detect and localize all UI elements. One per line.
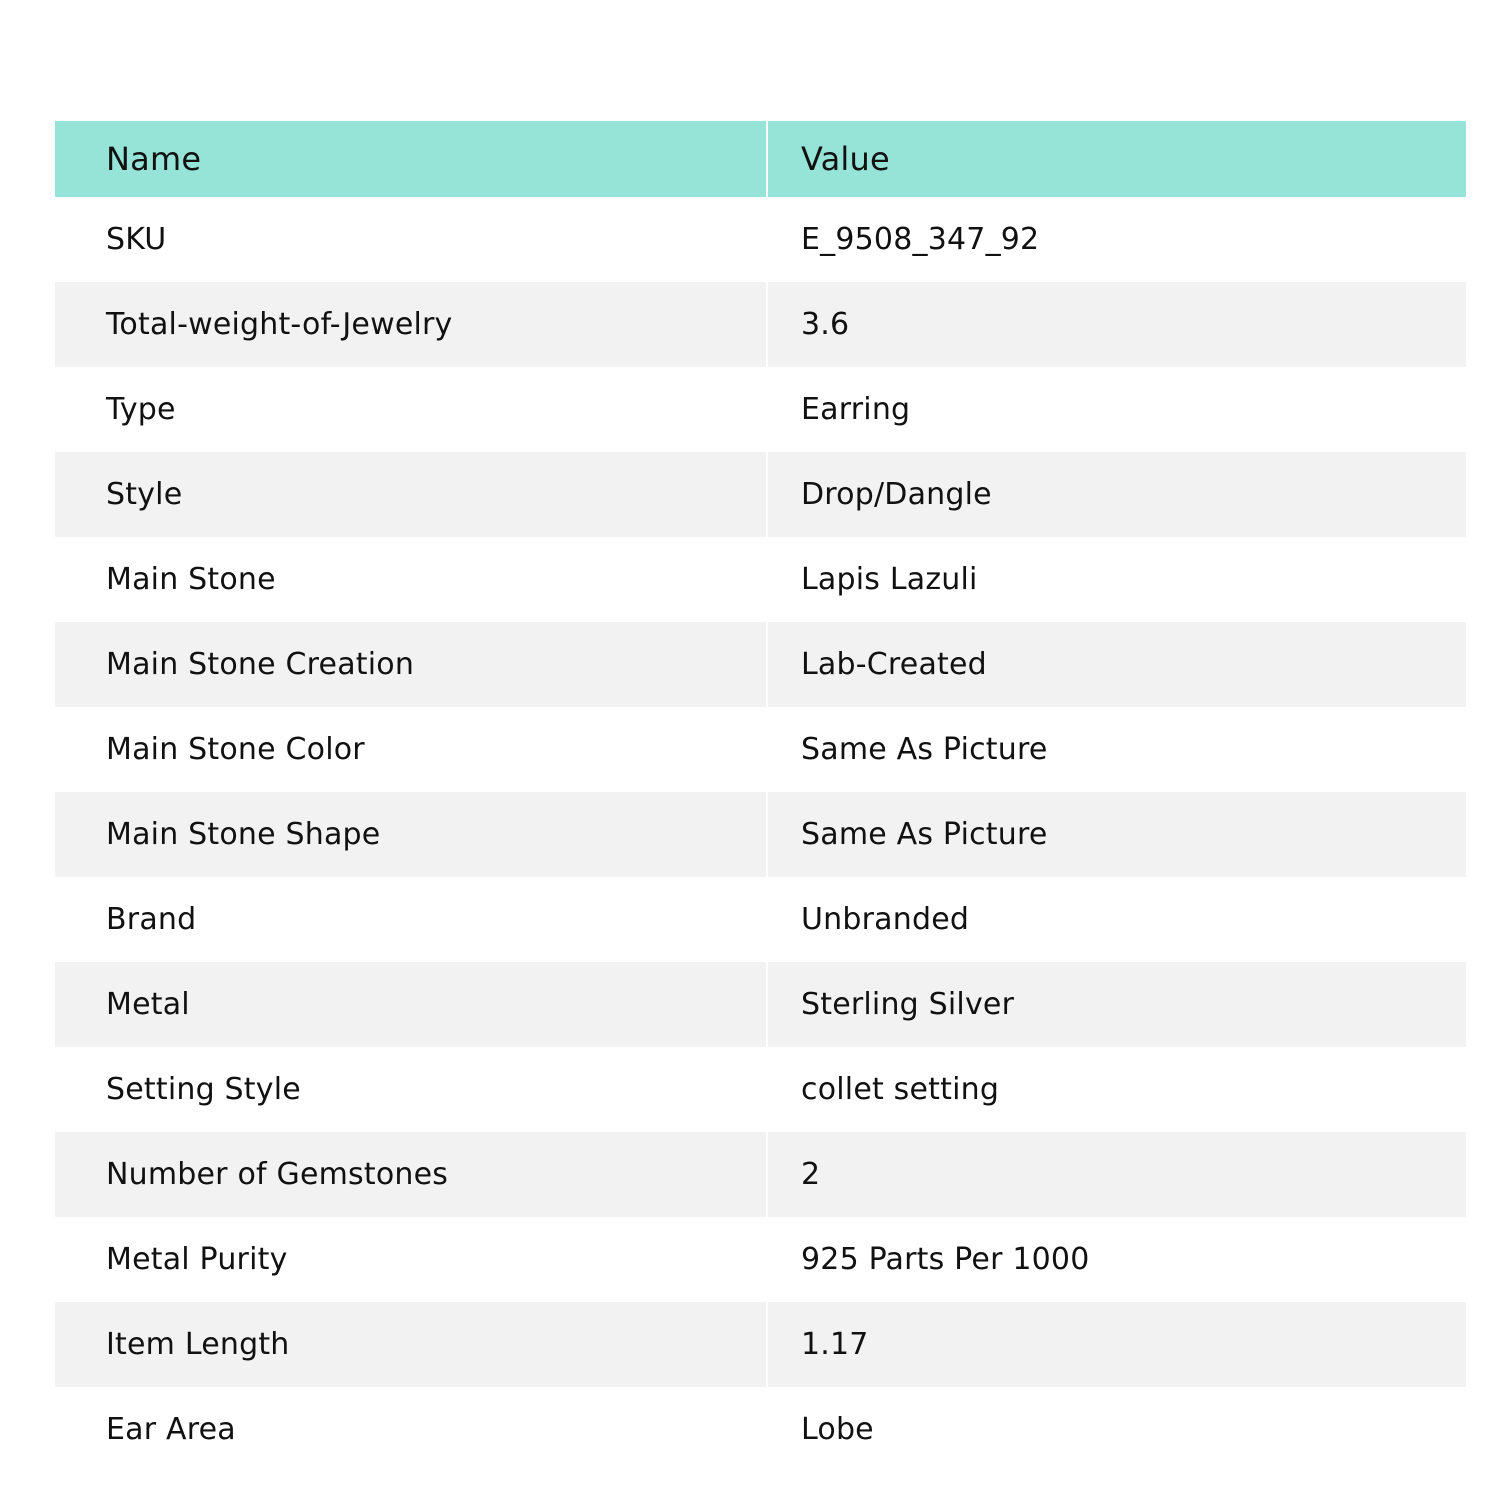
table-row — [55, 962, 1466, 1047]
row-name-cell: SKU — [55, 197, 766, 282]
row-name-cell: Item Length — [55, 1302, 766, 1387]
row-name-cell: Metal Purity — [55, 1217, 766, 1302]
table-header-row — [55, 121, 1466, 197]
table-row — [55, 877, 1466, 962]
table-row — [55, 1132, 1466, 1217]
row-name-cell: Brand — [55, 877, 766, 962]
table-row — [55, 537, 1466, 622]
row-name-cell: Number of Gemstones — [55, 1132, 766, 1217]
header-name-cell: Name — [55, 121, 766, 197]
header-value-cell: Value — [768, 121, 1466, 197]
row-value-cell: 925 Parts Per 1000 — [768, 1217, 1466, 1302]
table-row — [55, 1217, 1466, 1302]
row-value-cell: Lapis Lazuli — [768, 537, 1466, 622]
table-body — [55, 197, 1466, 1472]
row-value-cell: 2 — [768, 1132, 1466, 1217]
table-row — [55, 792, 1466, 877]
row-name-cell: Metal — [55, 962, 766, 1047]
table-row — [55, 1387, 1466, 1472]
row-value-cell: Lobe — [768, 1387, 1466, 1472]
row-value-cell: collet setting — [768, 1047, 1466, 1132]
table-row — [55, 1047, 1466, 1132]
table-row — [55, 622, 1466, 707]
row-name-cell: Type — [55, 367, 766, 452]
row-value-cell: Unbranded — [768, 877, 1466, 962]
row-value-cell: 3.6 — [768, 282, 1466, 367]
row-value-cell: Same As Picture — [768, 792, 1466, 877]
row-name-cell: Main Stone — [55, 537, 766, 622]
table-row — [55, 197, 1466, 282]
row-value-cell: Earring — [768, 367, 1466, 452]
row-name-cell: Total-weight-of-Jewelry — [55, 282, 766, 367]
row-value-cell: 1.17 — [768, 1302, 1466, 1387]
row-name-cell: Main Stone Color — [55, 707, 766, 792]
row-name-cell: Ear Area — [55, 1387, 766, 1472]
table-row — [55, 367, 1466, 452]
row-value-cell: Sterling Silver — [768, 962, 1466, 1047]
table-row — [55, 707, 1466, 792]
table-row — [55, 282, 1466, 367]
row-name-cell: Style — [55, 452, 766, 537]
spec-table — [55, 121, 1466, 1472]
row-value-cell: Lab-Created — [768, 622, 1466, 707]
row-name-cell: Setting Style — [55, 1047, 766, 1132]
row-name-cell: Main Stone Shape — [55, 792, 766, 877]
row-value-cell: Same As Picture — [768, 707, 1466, 792]
row-name-cell: Main Stone Creation — [55, 622, 766, 707]
row-value-cell: Drop/Dangle — [768, 452, 1466, 537]
table-row — [55, 1302, 1466, 1387]
row-value-cell: E_9508_347_92 — [768, 197, 1466, 282]
table-row — [55, 452, 1466, 537]
